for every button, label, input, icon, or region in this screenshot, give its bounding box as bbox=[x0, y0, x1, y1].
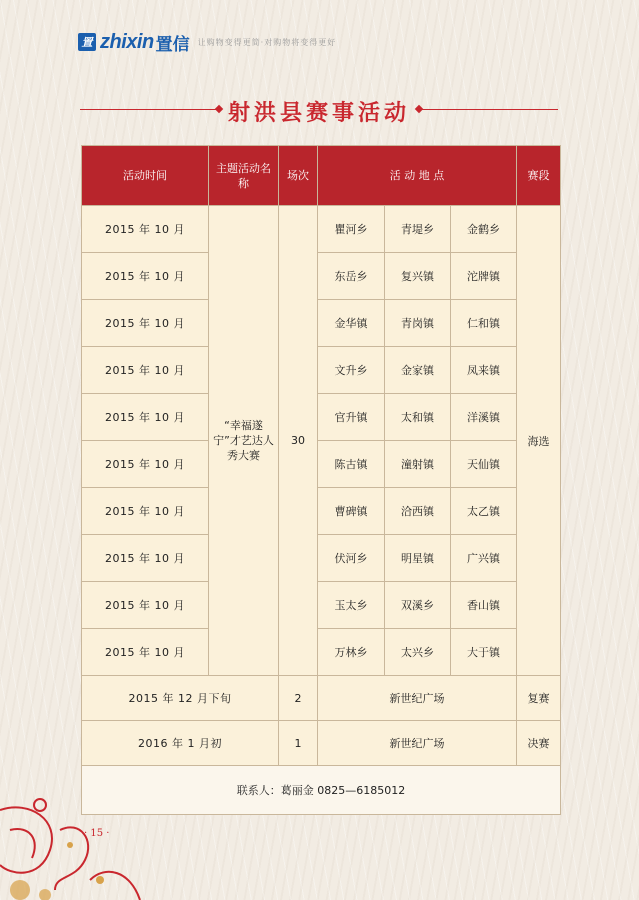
venue-cell: 太兴乡 bbox=[385, 629, 451, 676]
table-header-row bbox=[82, 146, 561, 206]
header-sessions: 场次 bbox=[279, 146, 318, 206]
venue-cell: 大于镇 bbox=[451, 629, 517, 676]
venue-cell: 新世纪广场 bbox=[318, 676, 517, 721]
stage-cell: 复赛 bbox=[517, 676, 561, 721]
page-number: · 15 · bbox=[84, 828, 110, 839]
venue-cell: 玉太乡 bbox=[318, 582, 385, 629]
venue-cell: 青岗镇 bbox=[385, 300, 451, 347]
sessions-total-cell: 30 bbox=[279, 206, 318, 676]
header-venue: 活 动 地 点 bbox=[318, 146, 517, 206]
venue-cell: 陈古镇 bbox=[318, 441, 385, 488]
row-time: 2015 年 10 月 bbox=[82, 629, 209, 676]
venue-cell: 官升镇 bbox=[318, 394, 385, 441]
venue-cell: 曹碑镇 bbox=[318, 488, 385, 535]
sessions-cell: 1 bbox=[279, 721, 318, 766]
table-row bbox=[82, 253, 561, 300]
title-divider-right bbox=[420, 109, 558, 110]
table-row-contact bbox=[82, 766, 561, 815]
table-row bbox=[82, 206, 561, 253]
table-row-final bbox=[82, 721, 561, 766]
venue-cell: 凤来镇 bbox=[451, 347, 517, 394]
venue-cell: 天仙镇 bbox=[451, 441, 517, 488]
stage-cell: 决赛 bbox=[517, 721, 561, 766]
venue-cell: 金家镇 bbox=[385, 347, 451, 394]
row-time: 2015 年 10 月 bbox=[82, 394, 209, 441]
contact-info: 联系人：葛丽金 0825—6185012 bbox=[82, 766, 561, 815]
venue-cell: 金鹤乡 bbox=[451, 206, 517, 253]
stage-prelim-cell: 海选 bbox=[517, 206, 561, 676]
row-time: 2015 年 10 月 bbox=[82, 300, 209, 347]
header-theme: 主题活动名称 bbox=[209, 146, 279, 206]
event-schedule-table bbox=[81, 145, 561, 815]
venue-cell: 新世纪广场 bbox=[318, 721, 517, 766]
table-row bbox=[82, 441, 561, 488]
sessions-cell: 2 bbox=[279, 676, 318, 721]
venue-cell: 洋溪镇 bbox=[451, 394, 517, 441]
table-row bbox=[82, 347, 561, 394]
table-row bbox=[82, 300, 561, 347]
logo-brand-en: zhixin bbox=[100, 30, 154, 53]
theme-name-cell: “幸福遂宁”才艺达人秀大赛 bbox=[209, 206, 279, 676]
venue-cell: 复兴镇 bbox=[385, 253, 451, 300]
header-time: 活动时间 bbox=[82, 146, 209, 206]
venue-cell: 太乙镇 bbox=[451, 488, 517, 535]
venue-cell: 万林乡 bbox=[318, 629, 385, 676]
venue-cell: 仁和镇 bbox=[451, 300, 517, 347]
row-time: 2015 年 10 月 bbox=[82, 347, 209, 394]
venue-cell: 潼射镇 bbox=[385, 441, 451, 488]
venue-cell: 明星镇 bbox=[385, 535, 451, 582]
table-row bbox=[82, 582, 561, 629]
table-row bbox=[82, 629, 561, 676]
venue-cell: 沱牌镇 bbox=[451, 253, 517, 300]
row-time: 2015 年 10 月 bbox=[82, 441, 209, 488]
row-time: 2015 年 10 月 bbox=[82, 535, 209, 582]
row-time: 2015 年 10 月 bbox=[82, 582, 209, 629]
venue-cell: 青堤乡 bbox=[385, 206, 451, 253]
logo-brand-cn: 置信 bbox=[155, 34, 190, 55]
venue-cell: 伏河乡 bbox=[318, 535, 385, 582]
venue-cell: 瞿河乡 bbox=[318, 206, 385, 253]
page-title-block bbox=[80, 96, 558, 124]
venue-cell: 广兴镇 bbox=[451, 535, 517, 582]
venue-cell: 东岳乡 bbox=[318, 253, 385, 300]
logo-slogan: 让购物变得更简·对购物将变得更好 bbox=[197, 37, 337, 47]
venue-cell: 香山镇 bbox=[451, 582, 517, 629]
logo-badge-icon: 置 bbox=[78, 33, 96, 51]
decorative-floral-ornament-icon bbox=[0, 770, 150, 900]
venue-cell: 金华镇 bbox=[318, 300, 385, 347]
row-time: 2015 年 10 月 bbox=[82, 206, 209, 253]
row-time: 2015 年 10 月 bbox=[82, 488, 209, 535]
row-time: 2015 年 12 月下旬 bbox=[82, 676, 279, 721]
venue-cell: 太和镇 bbox=[385, 394, 451, 441]
page-title: 射洪县赛事活动 bbox=[227, 100, 410, 126]
brand-logo bbox=[78, 30, 336, 54]
venue-cell: 文升乡 bbox=[318, 347, 385, 394]
venue-cell: 双溪乡 bbox=[385, 582, 451, 629]
table-row bbox=[82, 488, 561, 535]
venue-cell: 洽西镇 bbox=[385, 488, 451, 535]
table-row-semifinal bbox=[82, 676, 561, 721]
table-row bbox=[82, 394, 561, 441]
table-row bbox=[82, 535, 561, 582]
row-time: 2015 年 10 月 bbox=[82, 253, 209, 300]
row-time: 2016 年 1 月初 bbox=[82, 721, 279, 766]
header-stage: 赛段 bbox=[517, 146, 561, 206]
